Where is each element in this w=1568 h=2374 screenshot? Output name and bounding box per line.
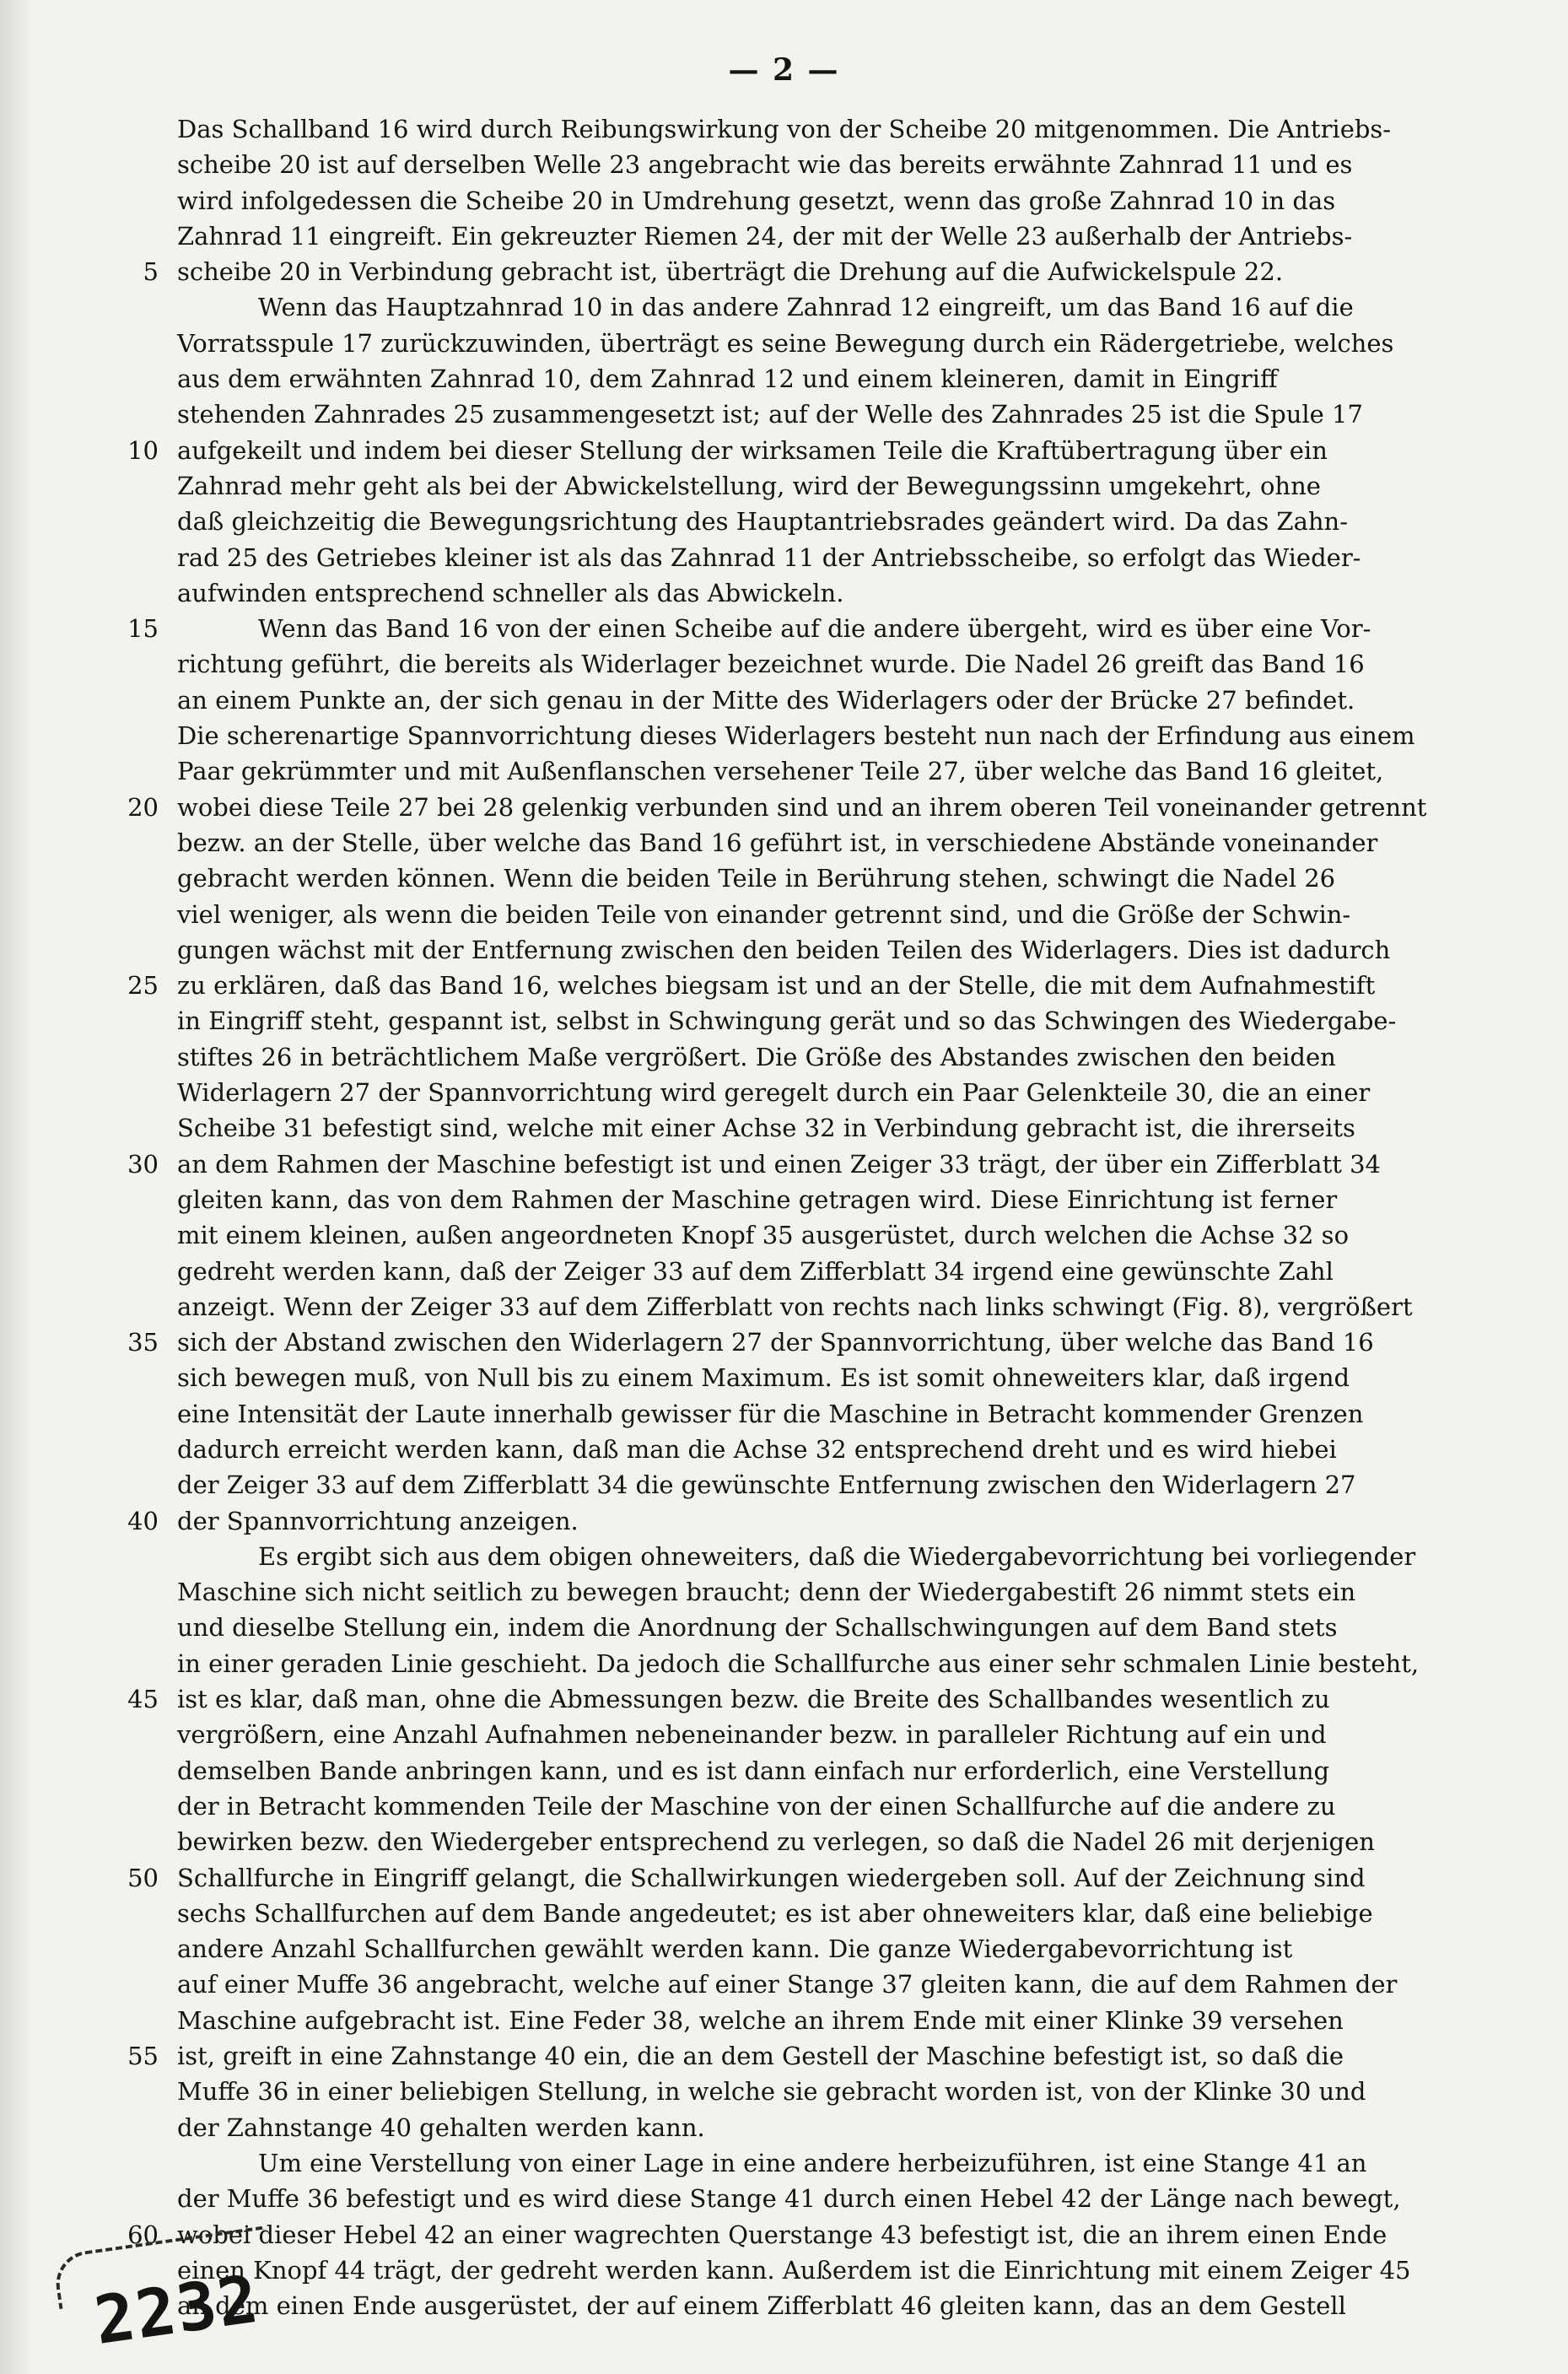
text-line <box>177 753 1476 789</box>
line-text: mit einem kleinen, außen angeordneten Knopf 35 ausgerüstet, durch welchen die Achse 32 so <box>177 1221 1350 1250</box>
text-line <box>177 1432 1476 1467</box>
line-text: Muffe 36 in einer beliebigen Stellung, in welche sie gebracht worden ist, von der Klinke 30 und <box>177 2077 1366 2107</box>
line-text: sich bewegen muß, von Null bis zu einem Maximum. Es ist somit ohneweiters klar, daß irgend <box>177 1363 1350 1393</box>
text-line <box>177 397 1476 432</box>
text-line <box>177 289 1476 325</box>
text-line <box>177 504 1476 539</box>
page-number: — 2 — <box>728 52 840 88</box>
line-text: Es ergibt sich aus dem obigen ohneweiters, daß die Wiedergabevorrichtung bei vorliegender <box>258 1541 1416 1571</box>
line-number: 40 <box>127 1506 159 1535</box>
line-text: Widerlagern 27 der Spannvorrichtung wird geregelt durch ein Paar Gelenkteile 30, die an einer <box>177 1078 1371 1108</box>
line-text: einen Knopf 44 trägt, der gedreht werden kann. Außerdem ist die Einrichtung mit einem Zeiger 45 <box>177 2255 1411 2285</box>
text-line <box>177 1610 1476 1645</box>
line-text: stehenden Zahnrades 25 zusammengesetzt ist; auf der Welle des Zahnrades 25 ist die Spule 17 <box>177 400 1363 429</box>
line-text: Um eine Verstellung von einer Lage in eine andere herbeizuführen, ist eine Stange 41 an <box>258 2148 1367 2177</box>
text-line <box>127 1503 1476 1539</box>
line-text: gebracht werden können. Wenn die beiden Teile in Berührung stehen, schwingt die Nadel 26 <box>177 864 1336 893</box>
line-text: ist, greift in eine Zahnstange 40 ein, die an dem Gestell der Maschine befestigt ist, so daß die <box>177 2042 1344 2071</box>
text-line <box>177 1896 1476 1931</box>
text-line <box>177 1003 1476 1039</box>
text-line <box>127 2038 1476 2074</box>
text-line <box>177 111 1476 147</box>
line-text: bewirken bezw. den Wiedergeber entsprechend zu verlegen, so daß die Nadel 26 mit derjenigen <box>177 1827 1375 1857</box>
text-line <box>177 147 1476 182</box>
line-text: Das Schallband 16 wird durch Reibungswirkung von der Scheibe 20 mitgenommen. Die Antriebs- <box>177 115 1392 143</box>
line-text: Scheibe 31 befestigt sind, welche mit einer Achse 32 in Verbindung gebracht ist, die ihrerseits <box>177 1114 1355 1143</box>
text-line <box>177 1717 1476 1752</box>
text-line <box>127 611 1476 646</box>
line-text: der Zahnstange 40 gehalten werden kann. <box>177 2112 705 2142</box>
text-line <box>177 861 1476 896</box>
line-text: dadurch erreicht werden kann, daß man die Achse 32 entsprechend dreht und es wird hiebei <box>177 1434 1337 1464</box>
text-line <box>177 1039 1476 1075</box>
scan-shadow <box>0 0 34 2374</box>
line-number: 15 <box>127 614 159 644</box>
line-text: wobei diese Teile 27 bei 28 gelenkig verbunden sind und an ihrem oberen Teil voneinander getrennt <box>177 792 1427 822</box>
line-text: richtung geführt, die bereits als Widerlager bezeichnet wurde. Die Nadel 26 greift das Band 16 <box>177 650 1365 679</box>
line-text: auf einer Muffe 36 angebracht, welche auf einer Stange 37 gleiten kann, die auf dem Rahmen der <box>177 1970 1398 1999</box>
line-number: 25 <box>127 971 159 1001</box>
text-line <box>177 1574 1476 1610</box>
text-line <box>127 790 1476 825</box>
line-text: der in Betracht kommenden Teile der Maschine von der einen Schallfurche auf die andere zu <box>177 1791 1336 1821</box>
text-line <box>177 683 1476 718</box>
text-line <box>177 183 1476 219</box>
line-number: 30 <box>127 1149 159 1179</box>
line-text: der Spannvorrichtung anzeigen. <box>177 1506 579 1535</box>
line-text: Schallfurche in Eingriff gelangt, die Schallwirkungen wiedergeben soll. Auf der Zeichnung sind <box>177 1863 1366 1892</box>
text-line <box>127 433 1476 468</box>
text-line <box>177 1254 1476 1289</box>
text-line <box>177 1110 1476 1146</box>
line-text: aus dem erwähnten Zahnrad 10, dem Zahnrad 12 und einem kleineren, damit in Eingriff <box>177 364 1278 394</box>
text-line <box>177 2253 1476 2288</box>
line-text: Maschine sich nicht seitlich zu bewegen braucht; denn der Wiedergabestift 26 nimmt stets ein <box>177 1578 1356 1607</box>
line-text: Wenn das Hauptzahnrad 10 in das andere Zahnrad 12 eingreift, um das Band 16 auf die <box>258 293 1354 322</box>
line-text: bezw. an der Stelle, über welche das Band 16 geführt ist, in verschiedene Abstände voneinander <box>177 828 1378 857</box>
line-text: an einem Punkte an, der sich genau in der Mitte des Widerlagers oder der Brücke 27 befindet. <box>177 685 1355 715</box>
text-line <box>177 1967 1476 2002</box>
line-number: 5 <box>143 257 159 287</box>
line-text: sich der Abstand zwischen den Widerlagern 27 der Spannvorrichtung, über welche das Band 16 <box>177 1328 1374 1357</box>
line-number: 10 <box>127 435 159 465</box>
text-line <box>177 1289 1476 1325</box>
text-line <box>177 361 1476 397</box>
text-line <box>177 575 1476 611</box>
text-line <box>177 540 1476 575</box>
line-text: eine Intensität der Laute innerhalb gewisser für die Maschine in Betracht kommender Grenzen <box>177 1399 1364 1428</box>
line-text: gungen wächst mit der Entfernung zwischen den beiden Teilen des Widerlagers. Dies ist dadurch <box>177 935 1391 964</box>
text-line <box>143 254 1476 289</box>
line-text: wobei dieser Hebel 42 an einer wagrechten Querstange 43 befestigt ist, die an ihrem einen Ende <box>177 2220 1387 2249</box>
text-line <box>127 1147 1476 1182</box>
line-text: daß gleichzeitig die Bewegungsrichtung des Hauptantriebsrades geändert wird. Da das Zahn- <box>177 507 1349 537</box>
text-line <box>177 825 1476 861</box>
line-text: Wenn das Band 16 von der einen Scheibe auf die andere übergeht, wird es über eine Vor- <box>258 614 1371 644</box>
text-line <box>177 718 1476 753</box>
line-text: Vorratsspule 17 zurückzuwinden, überträgt es seine Bewegung durch ein Rädergetriebe, welches <box>177 328 1394 358</box>
line-text: andere Anzahl Schallfurchen gewählt werden kann. Die ganze Wiedergabevorrichtung ist <box>177 1934 1293 1964</box>
text-line <box>177 1075 1476 1110</box>
line-text: an dem Rahmen der Maschine befestigt ist und einen Zeiger 33 trägt, der über ein Zifferblatt 34 <box>177 1149 1381 1179</box>
line-text: der Zeiger 33 auf dem Zifferblatt 34 die gewünschte Entfernung zwischen den Widerlagern 27 <box>177 1470 1356 1500</box>
text-line <box>177 897 1476 932</box>
text-line <box>177 1182 1476 1217</box>
line-text: anzeigt. Wenn der Zeiger 33 auf dem Zifferblatt von rechts nach links schwingt (Fig. 8), vergrößert <box>177 1292 1413 1321</box>
line-number: 20 <box>127 792 159 822</box>
line-text: in Eingriff steht, gespannt ist, selbst in Schwingung gerät und so das Schwingen des Wiedergabe- <box>177 1006 1397 1036</box>
line-text: Zahnrad 11 eingreift. Ein gekreuzter Riemen 24, der mit der Welle 23 außerhalb der Antriebs- <box>177 221 1353 251</box>
text-line <box>177 2288 1476 2323</box>
line-text: an dem einen Ende ausgerüstet, der auf einem Zifferblatt 46 gleiten kann, das an dem Gestell <box>177 2291 1346 2321</box>
line-text: Paar gekrümmter und mit Außenflanschen versehener Teile 27, über welche das Band 16 gleitet, <box>177 757 1384 786</box>
text-line <box>177 2145 1476 2181</box>
text-line <box>127 968 1476 1003</box>
body-text <box>127 111 1476 2323</box>
line-text: Zahnrad mehr geht als bei der Abwickelstellung, wird der Bewegungssinn umgekehrt, ohne <box>177 471 1321 500</box>
stamp-number: 2232 <box>89 2261 265 2360</box>
line-text: Maschine aufgebracht ist. Eine Feder 38, welche an ihrem Ende mit einer Klinke 39 versehen <box>177 2005 1344 2035</box>
text-line <box>177 1789 1476 1824</box>
text-line <box>177 1646 1476 1681</box>
text-line <box>177 2003 1476 2038</box>
line-text: ist es klar, daß man, ohne die Abmessungen bezw. die Breite des Schallbandes wesentlich zu <box>177 1685 1330 1714</box>
line-text: vergrößern, eine Anzahl Aufnahmen nebeneinander bezw. in paralleler Richtung auf ein und <box>177 1720 1327 1750</box>
text-line <box>177 326 1476 361</box>
text-line <box>177 1753 1476 1789</box>
line-text: demselben Bande anbringen kann, und es ist dann einfach nur erforderlich, eine Verstellung <box>177 1756 1330 1785</box>
line-text: in einer geraden Linie geschieht. Da jedoch die Schallfurche aus einer sehr schmalen Linie besteht, <box>177 1648 1420 1678</box>
line-text: und dieselbe Stellung ein, indem die Anordnung der Schallschwingungen auf dem Band stets <box>177 1613 1338 1643</box>
line-text: aufgekeilt und indem bei dieser Stellung der wirksamen Teile die Kraftübertragung über ein <box>177 435 1328 465</box>
line-text: gedreht werden kann, daß der Zeiger 33 auf dem Zifferblatt 34 irgend eine gewünschte Zahl <box>177 1256 1334 1286</box>
text-line <box>177 2181 1476 2216</box>
line-number: 35 <box>127 1328 159 1357</box>
line-text: gleiten kann, das von dem Rahmen der Maschine getragen wird. Diese Einrichtung ist ferner <box>177 1184 1338 1214</box>
line-text: stiftes 26 in beträchtlichem Maße vergrößert. Die Größe des Abstandes zwischen den beiden <box>177 1042 1336 1071</box>
line-text: wird infolgedessen die Scheibe 20 in Umdrehung gesetzt, wenn das große Zahnrad 10 in das <box>177 186 1336 215</box>
text-line <box>177 468 1476 504</box>
line-text: scheibe 20 ist auf derselben Welle 23 angebracht wie das bereits erwähnte Zahnrad 11 und es <box>177 150 1353 180</box>
line-number: 60 <box>127 2220 159 2249</box>
text-line <box>177 932 1476 968</box>
text-line <box>127 1860 1476 1896</box>
text-line <box>127 1325 1476 1360</box>
line-text: sechs Schallfurchen auf dem Bande angedeutet; es ist aber ohneweiters klar, daß eine beliebige <box>177 1898 1373 1928</box>
line-text: zu erklären, daß das Band 16, welches biegsam ist und an der Stelle, die mit dem Aufnahmestift <box>177 971 1376 1001</box>
text-line <box>177 2074 1476 2109</box>
text-line <box>177 1931 1476 1967</box>
archive-stamp <box>52 2226 286 2373</box>
line-text: rad 25 des Getriebes kleiner ist als das Zahnrad 11 der Antriebsscheibe, so erfolgt das Wieder- <box>177 542 1361 572</box>
line-text: viel weniger, als wenn die beiden Teile von einander getrennt sind, und die Größe der Schwin- <box>177 899 1351 929</box>
line-text: Die scherenartige Spannvorrichtung dieses Widerlagers besteht nun nach der Erfindung aus einem <box>177 721 1415 751</box>
line-text: aufwinden entsprechend schneller als das Abwickeln. <box>177 578 844 607</box>
text-line <box>127 2217 1476 2253</box>
text-line <box>177 1539 1476 1574</box>
text-line <box>177 1824 1476 1859</box>
text-line <box>177 1467 1476 1503</box>
line-number: 50 <box>127 1863 159 1892</box>
text-line <box>177 219 1476 254</box>
line-number: 45 <box>127 1685 159 1714</box>
text-line <box>177 1360 1476 1395</box>
line-text: scheibe 20 in Verbindung gebracht ist, überträgt die Drehung auf die Aufwickelspule 22. <box>177 257 1284 287</box>
text-line <box>177 646 1476 682</box>
text-line <box>177 1217 1476 1253</box>
line-number: 55 <box>127 2042 159 2071</box>
line-text: der Muffe 36 befestigt und es wird diese Stange 41 durch einen Hebel 42 der Länge nach bewegt, <box>177 2184 1401 2214</box>
text-line <box>177 1396 1476 1432</box>
text-line <box>177 2110 1476 2145</box>
text-line <box>127 1681 1476 1717</box>
